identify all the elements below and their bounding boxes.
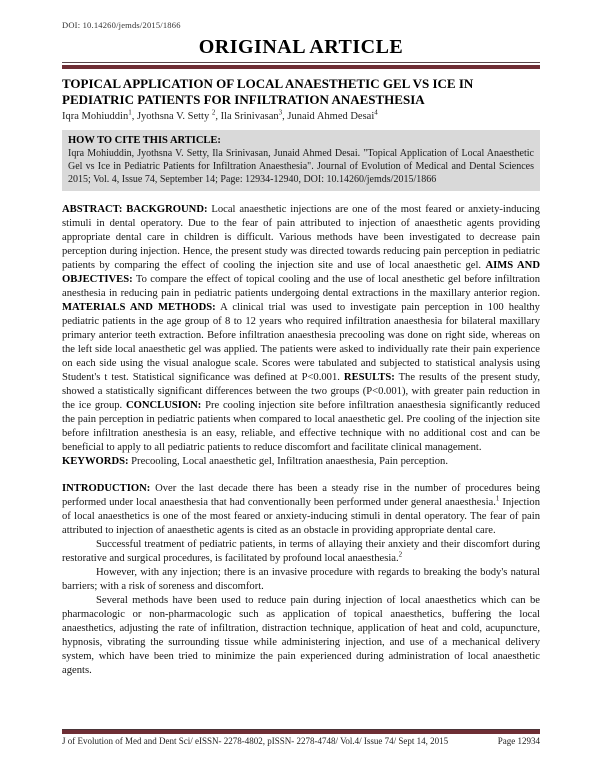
original-article-banner: ORIGINAL ARTICLE [198,36,404,58]
cite-text: Iqra Mohiuddin, Jyothsna V. Setty, Ila Srinivasan, Junaid Ahmed Desai. "Topical Application of Local Anaesthetic Gel vs Ice in Pediatric Patients for Infiltration Anaesthesia". Journal of Evolution of Medical and Dental Sciences 2015; Vol. 4, Issue 74, September 14; Page: 12934-12940, DOI: 10.14260/jemds/2015/1866 [68,148,534,185]
how-to-cite-box [62,130,540,191]
footer-journal-info: J of Evolution of Med and Dent Sci/ eISSN- 2278-4802, pISSN- 2278-4748/ Vol.4/ Issue 74/ Sept 14, 2015 [62,736,449,746]
abstract-paragraph: ABSTRACT: BACKGROUND: Local anaesthetic injections are one of the most feared or anxiety-inducing stimuli in dental operatory. Due to the fear of pain attributed to injection of anaesthetic agents providing appropriate dental care in children is difficult. Various methods have been investigated to decrease pain perception during injection. Hence, the present study was directed towards reducing pain perception in pediatric patients by comparing the effect of cooling the injection site and use of local anaesthetic gel. AIMS AND OBJECTIVES: To compare the effect of topical cooling and the use of local anesthetic gel before infiltration anesthesia in reducing pain in pediatric patients undergoing dental extractions in the maxillary anterior region. MATERIALS AND METHODS: A clinical trial was used to investigate pain perception in 100 healthy pediatric patients in the age group of 8 to 12 years who required infiltration anaesthesia for bilateral maxillary primary anterior teeth extraction. Before infiltration anaesthesia precooling was done on right side, whereas on the left side local anaesthetic gel was applied. The patients were asked to individually rate their pain experience on each side using the visual analogue scale. Scores were tabulated and subjected to statistical analysis using Student's t test. Statistical significance was defined at P<0.001. RESULTS: The results of the present study, showed a statistically significant differences between the two groups (P<0.001), with greater pain reduction in the ice group. CONCLUSION: Pre cooling injection site before infiltration anaesthesia significantly reduced the pain perception in pediatric patients when compared to local anaesthetic gel. Pre cooling of the injection site before infiltration anesthesia is an easy, reliable, and effective technique with no additional cost and can be beneficial to apply to all pediatric patients to reduce discomfort and facilitate clinical management. [62,204,540,453]
header-rule-thick [62,65,540,70]
author-line: Iqra Mohiuddin$^1$, Jyothsna V. Setty $^2$, Ila Srinivasan$^3$, Junaid Ahmed Desai$^4$ [62,108,378,122]
intro-paragraph-2: Successful treatment of pediatric patients, in terms of allaying their anxiety and their discomfort during restorative and surgical procedures, is facilitated by profound local anaesthesia.$^2$ [62,539,540,564]
intro-paragraph-4: Several methods have been used to reduce pain during injection of local anaesthetics which can be pharmacologic or non-pharmacologic such as application of topical anaesthetics, buffering the local anaesthetics, adjusting the rate of infiltration, distraction technique, application of heat and cold, acupuncture, hypnosis, vibrating the surrounding tissue while administering injection, and use of a mechanical delivery system, which have been tried to minimize the pain experienced during administration of local anaesthetic agents. [62,595,540,676]
page-footer [62,729,540,747]
cite-heading: HOW TO CITE THIS ARTICLE: [68,135,221,146]
introduction-section [62,482,540,678]
article-title: TOPICAL APPLICATION OF LOCAL ANAESTHETIC GEL VS ICE IN PEDIATRIC PATIENTS FOR INFILTRATION ANAESTHESIA [62,76,474,107]
doi-line: DOI: 10.14260/jemds/2015/1866 [62,20,181,30]
footer-rule-thick [62,730,540,734]
intro-paragraph-1: INTRODUCTION: Over the last decade there has been a steady rise in the number of procedures being performed under local anaesthesia that had conventionally been performed under general anaesthesia.$^1$ Injection of local anaesthetics is one of the most feared or anxiety-inducing stimuli in dental operatory. The fear of pain attributed to injection of anaesthetic agents is cited as an obstacle in providing appropriate dental care. [62,483,540,536]
header-rule-thin [62,62,540,63]
keywords-line: KEYWORDS: Precooling, Local anaesthetic gel, Infiltration anaesthesia, Pain perception. [62,456,448,467]
intro-paragraph-3: However, with any injection; there is an invasive procedure with regards to breaking the body's natural barriers; with a risk of soreness and discomfort. [62,567,540,592]
footer-page-number: Page 12934 [497,736,540,746]
